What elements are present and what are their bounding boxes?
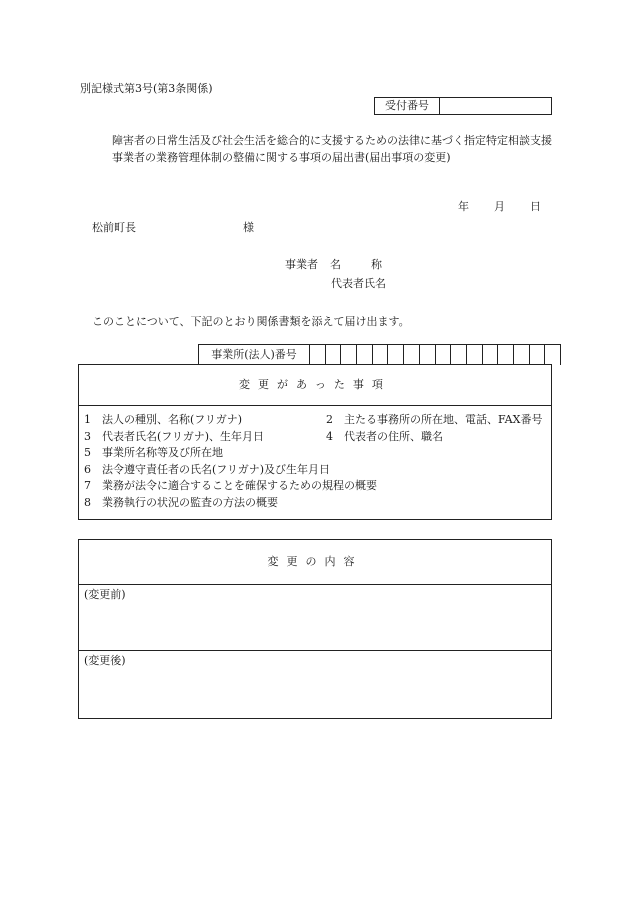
office-number-cell[interactable] (357, 345, 373, 365)
addressee-name: 松前町長 (92, 221, 136, 234)
office-number-cell[interactable] (530, 345, 546, 365)
office-number-cell[interactable] (388, 345, 404, 365)
list-item[interactable] (84, 445, 551, 462)
receipt-number-field[interactable] (440, 98, 551, 114)
change-content-table (78, 539, 552, 719)
list-item[interactable] (84, 495, 551, 512)
item-text: 業務が法令に適合することを確保するための規程の概要 (102, 479, 377, 492)
before-change-field[interactable] (79, 585, 551, 651)
item-number: 3 (84, 429, 91, 443)
item-number: 8 (84, 495, 91, 509)
item-text: 事業所名称等及び所在地 (102, 446, 223, 459)
office-number-cell[interactable] (436, 345, 452, 365)
item-text: 代表者氏名(フリガナ)、生年月日 (102, 429, 265, 443)
item-text: 法人の種別、名称(フリガナ) (102, 413, 243, 426)
list-item[interactable] (84, 429, 326, 446)
office-number-cell[interactable] (404, 345, 420, 365)
office-number-cell[interactable] (420, 345, 436, 365)
office-number-row (198, 344, 561, 365)
office-number-cell[interactable] (483, 345, 499, 365)
office-number-cell[interactable] (341, 345, 357, 365)
applicant-name-label: 名称 (330, 258, 412, 271)
form-id: 別記様式第3号(第3条関係) (80, 82, 213, 95)
list-item[interactable] (84, 412, 326, 429)
office-number-cell[interactable] (451, 345, 467, 365)
office-number-label: 事業所(法人)番号 (199, 345, 310, 365)
item-number: 5 (84, 446, 91, 459)
date-day-label: 日 (530, 200, 541, 213)
changed-items-table (78, 364, 552, 520)
change-content-heading: 変更の内容 (79, 540, 551, 585)
list-item[interactable] (84, 478, 551, 495)
item-text: 法令遵守責任者の氏名(フリガナ)及び生年月日 (102, 462, 331, 476)
list-item[interactable] (84, 462, 551, 479)
after-change-field[interactable] (79, 651, 551, 717)
item-number: 4 (326, 429, 333, 443)
document-title: 障害者の日常生活及び社会生活を総合的に支援するための法律に基づく指定特定相談支援事業者の業務管理体制の整備に関する事項の届出書(届出事項の変更) (112, 134, 552, 164)
item-text: 代表者の住所、職名 (344, 429, 443, 443)
date-month-label: 月 (494, 200, 505, 213)
changed-items-heading: 変更があった事項 (79, 365, 551, 406)
item-number: 6 (84, 462, 91, 476)
receipt-number-label: 受付番号 (375, 98, 440, 114)
before-change-label: (変更前) (84, 588, 126, 601)
office-number-cell[interactable] (467, 345, 483, 365)
date-year-label: 年 (458, 200, 469, 213)
changed-items-list (79, 406, 551, 511)
representative-name-label: 代表者氏名 (331, 277, 386, 290)
item-text: 業務執行の状況の監査の方法の概要 (102, 495, 278, 509)
item-number: 7 (84, 479, 91, 492)
office-number-cell[interactable] (373, 345, 389, 365)
office-number-cell[interactable] (498, 345, 514, 365)
list-item[interactable] (326, 412, 542, 429)
office-number-cell[interactable] (545, 345, 560, 365)
receipt-number-box (374, 97, 552, 115)
after-change-label: (変更後) (84, 654, 126, 667)
office-number-cell[interactable] (310, 345, 326, 365)
item-number: 1 (84, 413, 91, 426)
item-number: 2 (326, 413, 333, 426)
list-item[interactable] (326, 429, 443, 446)
applicant-label: 事業者 (285, 258, 318, 271)
addressee-honorific: 様 (243, 221, 254, 234)
submission-statement: このことについて、下記のとおり関係書類を添えて届け出ます。 (92, 315, 410, 328)
office-number-cell[interactable] (514, 345, 530, 365)
item-text: 主たる事務所の所在地、電話、FAX番号 (344, 413, 543, 426)
office-number-cell[interactable] (326, 345, 342, 365)
